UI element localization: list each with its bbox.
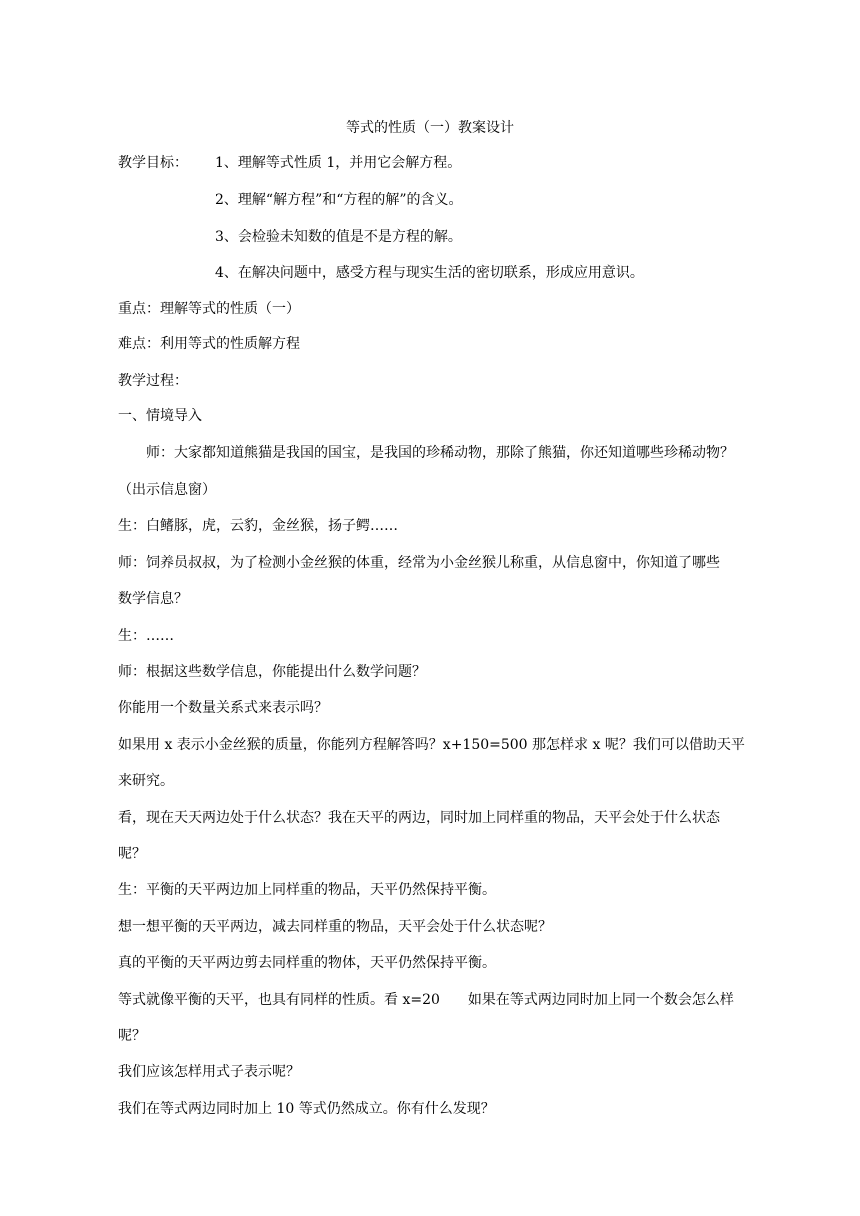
paragraph: 看，现在天天两边处于什么状态？我在天平的两边，同时加上同样重的物品，天平会处于什么状态: [118, 810, 720, 826]
objective-item-3: 3、会检验未知数的值是不是方程的解。: [215, 229, 462, 245]
paragraph: 呢？: [118, 846, 146, 862]
paragraph: 师：根据这些数学信息，你能提出什么数学问题？: [118, 664, 426, 680]
paragraph: 如果用 x 表示小金丝猴的质量，你能列方程解答吗？x+150=500 那怎样求 x 呢？我们可以借助天平: [118, 737, 745, 753]
paragraph: 我们应该怎样用式子表示呢？: [118, 1064, 300, 1080]
objective-item-1: 1、理解等式性质 1，并用它会解方程。: [215, 155, 462, 171]
paragraph: 呢？: [118, 1028, 146, 1044]
paragraph: 来研究。: [118, 773, 174, 789]
objectives-label: 教学目标：: [118, 155, 188, 171]
paragraph-part: 等式就像平衡的天平，也具有同样的性质。看 x=20: [118, 992, 440, 1008]
paragraph: 你能用一个数量关系式来表示吗？: [118, 700, 328, 716]
process-label: 教学过程：: [118, 373, 188, 389]
paragraph: （出示信息窗）: [118, 482, 216, 498]
paragraph: 生：白鳍豚，虎，云豹，金丝猴，扬子鳄……: [118, 518, 398, 534]
paragraph: 生：……: [118, 628, 174, 644]
paragraph: 师：饲养员叔叔，为了检测小金丝猴的体重，经常为小金丝猴儿称重，从信息窗中，你知道了哪些: [118, 555, 720, 571]
key-point: 重点：理解等式的性质（一）: [118, 301, 300, 317]
paragraph: 想一想平衡的天平两边，减去同样重的物品，天平会处于什么状态呢？: [118, 919, 552, 935]
section-heading: 一、情境导入: [118, 408, 202, 424]
paragraph: 数学信息？: [118, 591, 188, 607]
paragraph: 真的平衡的天平两边剪去同样重的物体，天平仍然保持平衡。: [118, 955, 496, 971]
paragraph: 我们在等式两边同时加上 10 等式仍然成立。你有什么发现？: [118, 1101, 495, 1117]
paragraph: 生：平衡的天平两边加上同样重的物品，天平仍然保持平衡。: [118, 882, 496, 898]
paragraph: [118, 990, 734, 1010]
paragraph: 师：大家都知道熊猫是我国的国宝，是我国的珍稀动物，那除了熊猫，你还知道哪些珍稀动物？: [146, 445, 734, 461]
objective-item-4: 4、在解决问题中，感受方程与现实生活的密切联系，形成应用意识。: [215, 265, 644, 281]
objective-item-2: 2、理解“解方程”和“方程的解”的含义。: [215, 192, 463, 208]
document-title: 等式的性质（一）教案设计: [346, 120, 514, 136]
difficulty: 难点：利用等式的性质解方程: [118, 336, 300, 352]
paragraph-part: 如果在等式两边同时加上同一个数会怎么样: [467, 992, 734, 1008]
